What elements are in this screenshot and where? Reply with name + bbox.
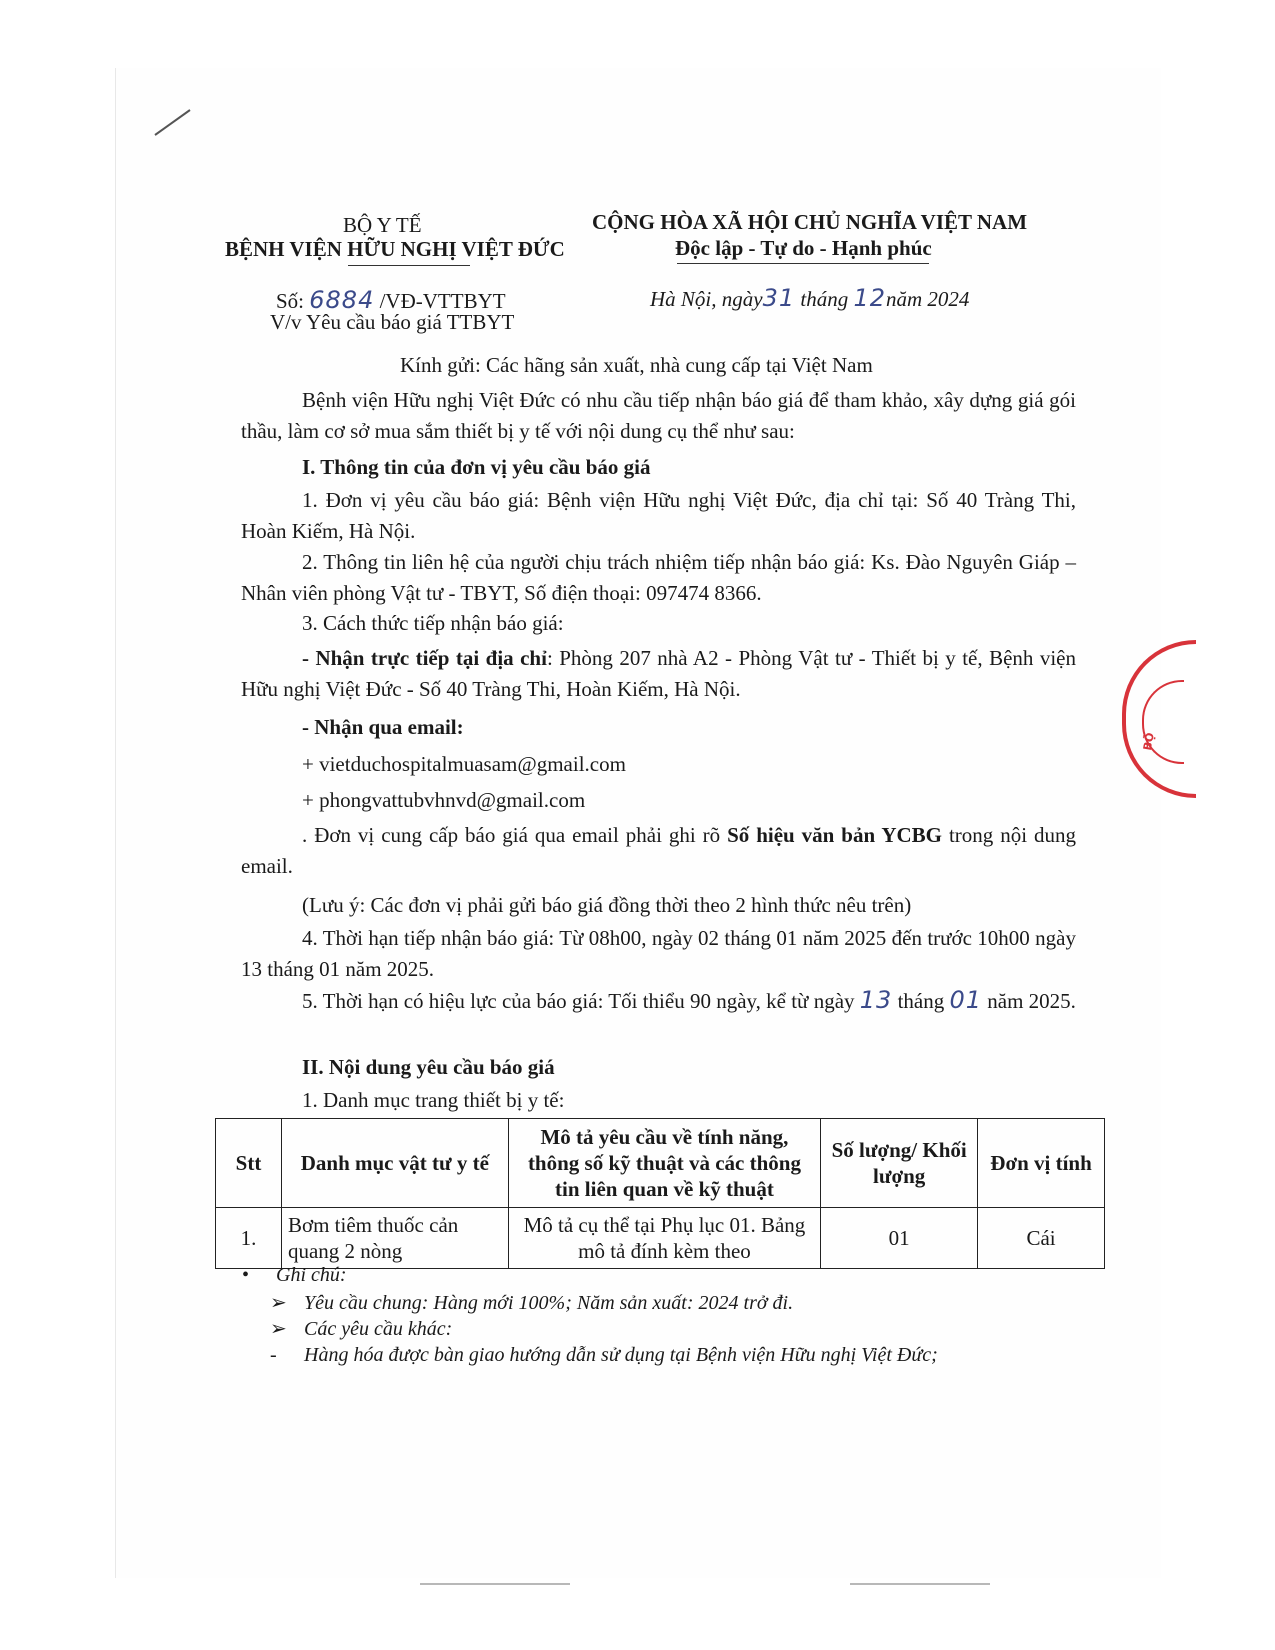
item-5-post: năm 2025.	[987, 989, 1076, 1013]
notes-title	[242, 1264, 347, 1287]
date-month-label: tháng	[800, 287, 849, 311]
item-5-pre: 5. Thời hạn có hiệu lực của báo giá: Tối thiểu 90 ngày, kể từ ngày	[302, 989, 855, 1013]
motto: Độc lập - Tự do - Hạnh phúc	[675, 236, 932, 260]
note-general	[270, 1290, 793, 1315]
direct-delivery	[241, 643, 1076, 705]
note-handover-text: Hàng hóa được bàn giao hướng dẫn sử dụng tại Bệnh viện Hữu nghị Việt Đức;	[304, 1344, 938, 1366]
dash-icon: -	[270, 1344, 277, 1366]
item-5	[241, 985, 1076, 1017]
table-row	[216, 1208, 1105, 1269]
subject-line: V/v Yêu cầu báo giá TTBYT	[270, 310, 515, 334]
direct-delivery-text: : Phòng 207 nhà A2 - Phòng Vật tư - Thiết bị y tế, Bệnh viện Hữu nghị Việt Đức - Số 40 Tràng Thi, Hoàn Kiếm, Hà Nội.	[241, 646, 1076, 701]
item-3: 3. Cách thức tiếp nhận báo giá:	[302, 611, 564, 635]
ministry-name: BỘ Y TẾ	[343, 213, 422, 237]
intro-paragraph: Bệnh viện Hữu nghị Việt Đức có nhu cầu tiếp nhận báo giá để tham khảo, xây dựng giá gói thầu, làm cơ sở mua sắm thiết bị y tế với nội dung cụ thể như sau:	[241, 388, 1076, 443]
bullet-icon: •	[242, 1264, 250, 1286]
handwritten-month: 12	[853, 284, 887, 312]
table-header-row	[216, 1119, 1105, 1208]
cell-item: Bơm tiêm thuốc cản quang 2 nòng	[281, 1208, 508, 1269]
list-title: 1. Danh mục trang thiết bị y tế:	[302, 1088, 565, 1112]
handwritten-validity-month: 01	[949, 986, 983, 1014]
item-1: 1. Đơn vị yêu cầu báo giá: Bệnh viện Hữu nghị Việt Đức, địa chỉ tại: Số 40 Tràng Thi, Hoàn Kiếm, Hà Nội.	[241, 488, 1076, 543]
item-5-mid: tháng	[897, 989, 945, 1013]
section-2-title: II. Nội dung yêu cầu báo giá	[302, 1055, 555, 1079]
header-quantity: Số lượng/ Khối lượng	[821, 1119, 978, 1208]
stamp-text: BỘ	[1140, 731, 1157, 752]
number-label: Số:	[276, 289, 305, 313]
arrow-icon: ➢	[270, 1292, 287, 1314]
direct-delivery-label: - Nhận trực tiếp tại địa chỉ	[302, 646, 547, 670]
cell-stt: 1.	[216, 1208, 282, 1269]
hospital-name: BỆNH VIỆN HỮU NGHỊ VIỆT ĐỨC	[225, 237, 565, 261]
handwritten-day: 31	[762, 284, 796, 312]
arrow-icon: ➢	[270, 1318, 287, 1340]
item-2: 2. Thông tin liên hệ của người chịu trách nhiệm tiếp nhận báo giá: Ks. Đào Nguyên Giáp – Nhân viên phòng Vật tư - TBYT, Số điện thoại: 097474 8366.	[241, 550, 1076, 605]
republic-title: CỘNG HÒA XÃ HỘI CHỦ NGHĨA VIỆT NAM	[592, 210, 1028, 234]
header-item: Danh mục vật tư y tế	[281, 1119, 508, 1208]
header-underline	[348, 265, 470, 266]
scan-edge-line	[420, 1583, 570, 1585]
section-1-title: I. Thông tin của đơn vị yêu cầu báo giá	[302, 455, 651, 479]
email-note-bold: Số hiệu văn bản YCBG	[727, 823, 942, 847]
email-note-post: trong nội dung email.	[241, 823, 1076, 878]
email-1[interactable]: + vietduchospitalmuasam@gmail.com	[302, 752, 626, 776]
email-note	[241, 820, 1076, 882]
header-unit: Đơn vị tính	[978, 1119, 1105, 1208]
motto-underline	[677, 263, 929, 264]
date-line	[650, 284, 969, 312]
item-4: 4. Thời hạn tiếp nhận báo giá: Từ 08h00, ngày 02 tháng 01 năm 2025 đến trước 10h00 ngày 13 tháng 01 năm 2025.	[241, 926, 1076, 981]
pen-mark-icon	[150, 105, 200, 145]
notes-title-text: Ghi chú:	[276, 1264, 347, 1286]
note-general-text: Yêu cầu chung: Hàng mới 100%; Năm sản xuất: 2024 trở đi.	[304, 1292, 794, 1314]
number-suffix: /VĐ-VTTBYT	[379, 289, 506, 313]
email-note-pre: . Đơn vị cung cấp báo giá qua email phải ghi rõ	[302, 823, 728, 847]
email-label: - Nhận qua email:	[302, 715, 464, 739]
email-2[interactable]: + phongvattubvhnvd@gmail.com	[302, 788, 586, 812]
cell-unit: Cái	[978, 1208, 1105, 1269]
equipment-table	[215, 1118, 1105, 1269]
greeting: Kính gửi: Các hãng sản xuất, nhà cung cấp tại Việt Nam	[400, 353, 873, 377]
cell-description: Mô tả cụ thể tại Phụ lục 01. Bảng mô tả đính kèm theo	[508, 1208, 821, 1269]
header-stt: Stt	[216, 1119, 282, 1208]
forms-note: (Lưu ý: Các đơn vị phải gửi báo giá đồng thời theo 2 hình thức nêu trên)	[302, 893, 912, 917]
date-prefix: Hà Nội, ngày	[650, 287, 763, 311]
handwritten-validity-day: 13	[859, 986, 893, 1014]
note-other	[270, 1316, 452, 1341]
cell-quantity: 01	[821, 1208, 978, 1269]
handwritten-number: 6884	[309, 286, 375, 314]
date-year: năm 2024	[886, 287, 970, 311]
scan-edge-line	[850, 1583, 990, 1585]
note-other-text: Các yêu cầu khác:	[304, 1318, 453, 1340]
header-description: Mô tả yêu cầu về tính năng, thông số kỹ thuật và các thông tin liên quan về kỹ thuật	[508, 1119, 821, 1208]
note-handover	[270, 1344, 938, 1367]
